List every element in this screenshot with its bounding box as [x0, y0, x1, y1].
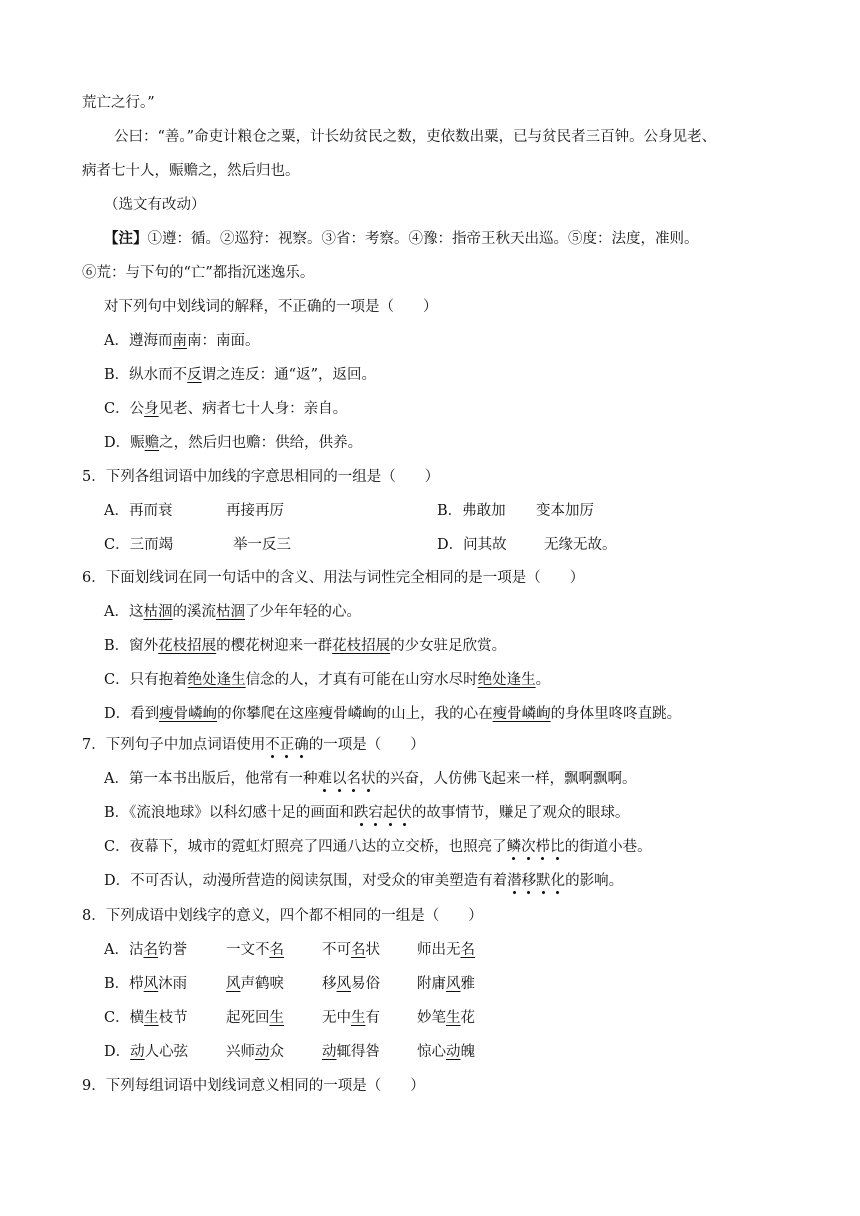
question-stem: 对下列句中划线词的解释，不正确的一项是（ ） [104, 299, 438, 315]
option-b-second: 变本加厉 [536, 503, 594, 519]
option-c: C．夜幕下，城市的霓虹灯照亮了四通八达的立交桥，也照亮了鳞次栉比的街道小巷。 [104, 839, 652, 855]
idiom-item: B．栉风沐雨 [104, 976, 188, 992]
option-a: A．再而衰 [104, 503, 173, 519]
dotted-char: 化 [550, 873, 566, 889]
passage-line: 公曰：“善。”命吏计粮仓之粟，计长幼贫民之数，吏依数出粟，已与贫民者三百钟。公身见老、 [114, 129, 717, 145]
option-c: C．三而竭 [104, 537, 174, 553]
underlined-char: 生 [144, 1010, 159, 1026]
underlined-char: 名 [143, 942, 158, 958]
question-stem: 8．下列成语中划线字的意义，四个都不相同的一组是（ ） [82, 908, 483, 924]
option-a-second: 再接再厉 [226, 503, 284, 519]
annotation [104, 229, 699, 249]
option-a: A．这枯涸的溪流枯涸了少年年轻的心。 [104, 604, 361, 620]
idiom-item: 不可名状 [322, 942, 380, 958]
option-label: C． [104, 1010, 130, 1026]
idiom-item: 惊心动魄 [417, 1044, 475, 1060]
option-label: D． [104, 1044, 131, 1060]
dotted-char: 以 [331, 771, 347, 787]
idiom-item: 动辄得咎 [322, 1044, 380, 1060]
dotted-char: 名 [346, 771, 361, 787]
idiom-item: 移风易俗 [322, 976, 380, 992]
dotted-char: 难 [317, 771, 332, 787]
dotted-char: 默 [536, 873, 551, 889]
idiom-item: 风声鹤唳 [226, 976, 284, 992]
underlined-char: 风 [143, 976, 159, 992]
underlined-char: 生 [269, 1010, 284, 1026]
option-d-second: 无缘无故。 [544, 537, 617, 553]
option-b: B．弗敢加 [437, 503, 506, 519]
dotted-char: 确 [294, 737, 309, 753]
underlined-char: 风 [446, 976, 461, 992]
option-a: A．遵海而南南：南面。 [104, 333, 260, 349]
idiom-item: A．沽名钓誉 [104, 942, 187, 958]
dotted-text [507, 839, 565, 855]
dotted-char: 起 [382, 805, 398, 821]
underlined-char: 名 [269, 942, 284, 958]
question-stem: 7．下列句子中加点词语使用不正确的一项是（ ） [82, 737, 425, 753]
option-label: A． [104, 942, 129, 958]
option-d: D．看到瘦骨嶙峋的你攀爬在这座瘦骨嶙峋的山上，我的心在瘦骨嶙峋的身体里咚咚直跳。 [104, 706, 682, 722]
question-stem: 9．下列每组词语中划线词意义相同的一项是（ ） [82, 1078, 425, 1094]
annotation-label: 【注】 [104, 230, 148, 247]
option-a: A．第一本书出版后，他常有一种难以名状的兴奋，人仿佛飞起来一样，飘啊飘啊。 [104, 771, 637, 787]
underlined-char: 名 [351, 942, 366, 958]
option-d: D．赈赡之，然后归也赡：供给，供养。 [104, 435, 363, 451]
question-stem: 5．下列各组词语中加线的字意思相同的一组是（ ） [82, 469, 440, 485]
dotted-text [354, 805, 412, 821]
source-note: （选文有改动） [104, 197, 206, 213]
idiom-item: 附庸风雅 [417, 976, 475, 992]
underlined-char: 动 [255, 1044, 270, 1060]
idiom-item: D．动人心弦 [104, 1044, 189, 1060]
option-d: D．不可否认，动漫所营造的阅读氛围，对受众的审美塑造有着潜移默化的影响。 [104, 873, 624, 889]
idiom-item: 起死回生 [226, 1010, 284, 1026]
option-b: B．纵水而不反谓之连反：通“返”，返回。 [104, 367, 376, 383]
idiom-item: 一文不名 [226, 942, 284, 958]
underlined-char: 动 [322, 1044, 337, 1060]
underlined-char: 名 [460, 942, 475, 958]
dotted-char: 状 [360, 771, 376, 787]
dotted-char: 跌 [353, 805, 369, 821]
underlined-char: 风 [226, 976, 241, 992]
idiom-item: C．横生枝节 [104, 1010, 188, 1026]
dotted-char: 次 [521, 839, 536, 855]
option-d: D．问其故 [437, 537, 507, 553]
idiom-item: 师出无名 [417, 942, 475, 958]
dotted-char: 不 [265, 737, 280, 753]
idiom-item: 无中生有 [322, 1010, 380, 1026]
passage-line: 荒亡之行。” [82, 95, 155, 111]
dotted-char: 栉 [535, 839, 551, 855]
underlined-char: 生 [446, 1010, 461, 1026]
dotted-char: 宕 [368, 805, 383, 821]
underlined-char: 动 [446, 1044, 461, 1060]
option-c: C．公身见老、病者七十人身：亲自。 [104, 401, 348, 417]
underlined-char: 动 [130, 1044, 145, 1060]
underlined-char: 风 [336, 976, 351, 992]
option-c-second: 举一反三 [233, 537, 291, 553]
option-b: B．窗外花枝招展的樱花树迎来一群花枝招展的少女驻足欣赏。 [104, 638, 507, 654]
dotted-char: 移 [521, 873, 537, 889]
underlined-char: 生 [351, 1010, 366, 1026]
option-b: B．《流浪地球》以科幻感十足的画面和跌宕起伏的故事情节，赚足了观众的眼球。 [104, 805, 630, 821]
dotted-char: 鳞 [506, 839, 522, 855]
dotted-text [317, 771, 375, 787]
idiom-item: 妙笔生花 [417, 1010, 475, 1026]
dotted-text [507, 873, 565, 889]
option-c: C．只有抱着绝处逢生信念的人，才真有可能在山穷水尽时绝处逢生。 [104, 672, 551, 688]
annotation-text: ①遵：循。②巡狩：视察。③省：考察。④豫：指帝王秋天出巡。⑤度：法度，准则。 [147, 231, 699, 247]
passage-line: 病者七十人，赈赡之，然后归也。 [82, 163, 300, 179]
dotted-char: 伏 [397, 805, 412, 821]
idiom-item: 兴师动众 [226, 1044, 284, 1060]
dotted-text [265, 737, 309, 753]
question-stem: 6．下面划线词在同一句话中的含义、用法与词性完全相同的是一项是（ ） [82, 570, 585, 586]
dotted-char: 潜 [507, 873, 522, 889]
option-label: B． [104, 976, 130, 992]
dotted-char: 比 [550, 839, 565, 855]
annotation-text: ⑥荒：与下句的“亡”都指沉迷逸乐。 [82, 265, 315, 281]
dotted-char: 正 [279, 737, 295, 753]
